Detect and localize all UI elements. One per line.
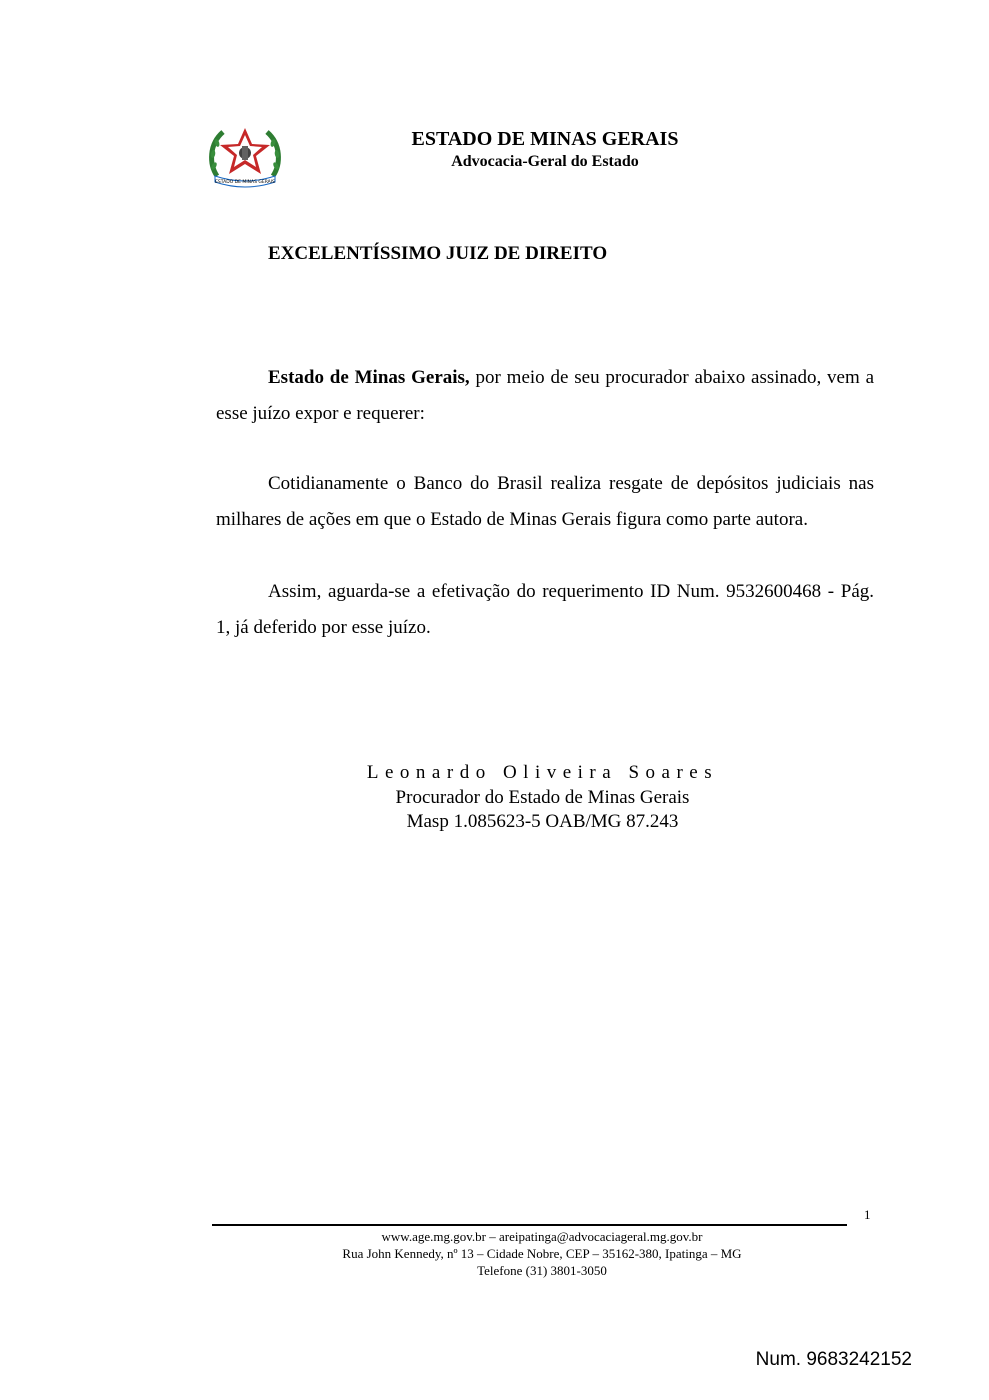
seal-ribbon-text: ESTADO DE MINAS GERAIS [215,180,275,185]
paragraph-request [216,574,874,646]
signatory-role: Procurador do Estado de Minas Gerais [395,787,690,808]
paragraph-request-text: Assim, aguarda-se a efetivação do requerimento ID Num. 9532600468 - Pág. 1, já deferido por esse juízo. [216,581,874,638]
paragraph-body-text: Cotidianamente o Banco do Brasil realiza resgate de depósitos judiciais nas milhares de ações em que o Estado de Minas Gerais figura como parte autora. [216,473,874,530]
footer-address: Rua John Kennedy, nº 13 – Cidade Nobre, CEP – 35162-380, Ipatinga – MG [342,1246,742,1261]
coat-of-arms-icon [207,124,283,190]
footer-divider [212,1224,847,1226]
document-number-stamp: Num. 9683242152 [755,1349,912,1370]
footer-contact: www.age.mg.gov.br – areipatinga@advocaciageral.mg.gov.br [381,1229,703,1244]
paragraph-body [216,466,874,538]
footer-phone: Telefone (31) 3801-3050 [477,1263,607,1278]
page-number: 1 [864,1207,871,1222]
party-name: Estado de Minas Gerais, [268,367,470,388]
signatory-registration: Masp 1.085623-5 OAB/MG 87.243 [406,811,679,832]
addressee: EXCELENTÍSSIMO JUIZ DE DIREITO [268,243,608,264]
signatory-name: Leonardo Oliveira Soares [366,762,719,783]
paragraph-introduction-text: por meio de seu procurador abaixo assinado, vem a esse juízo expor e requerer: [216,367,875,424]
header-subtitle: Advocacia-Geral do Estado [451,153,639,170]
paragraph-introduction [216,360,874,432]
header-title: ESTADO DE MINAS GERAIS [411,128,679,150]
